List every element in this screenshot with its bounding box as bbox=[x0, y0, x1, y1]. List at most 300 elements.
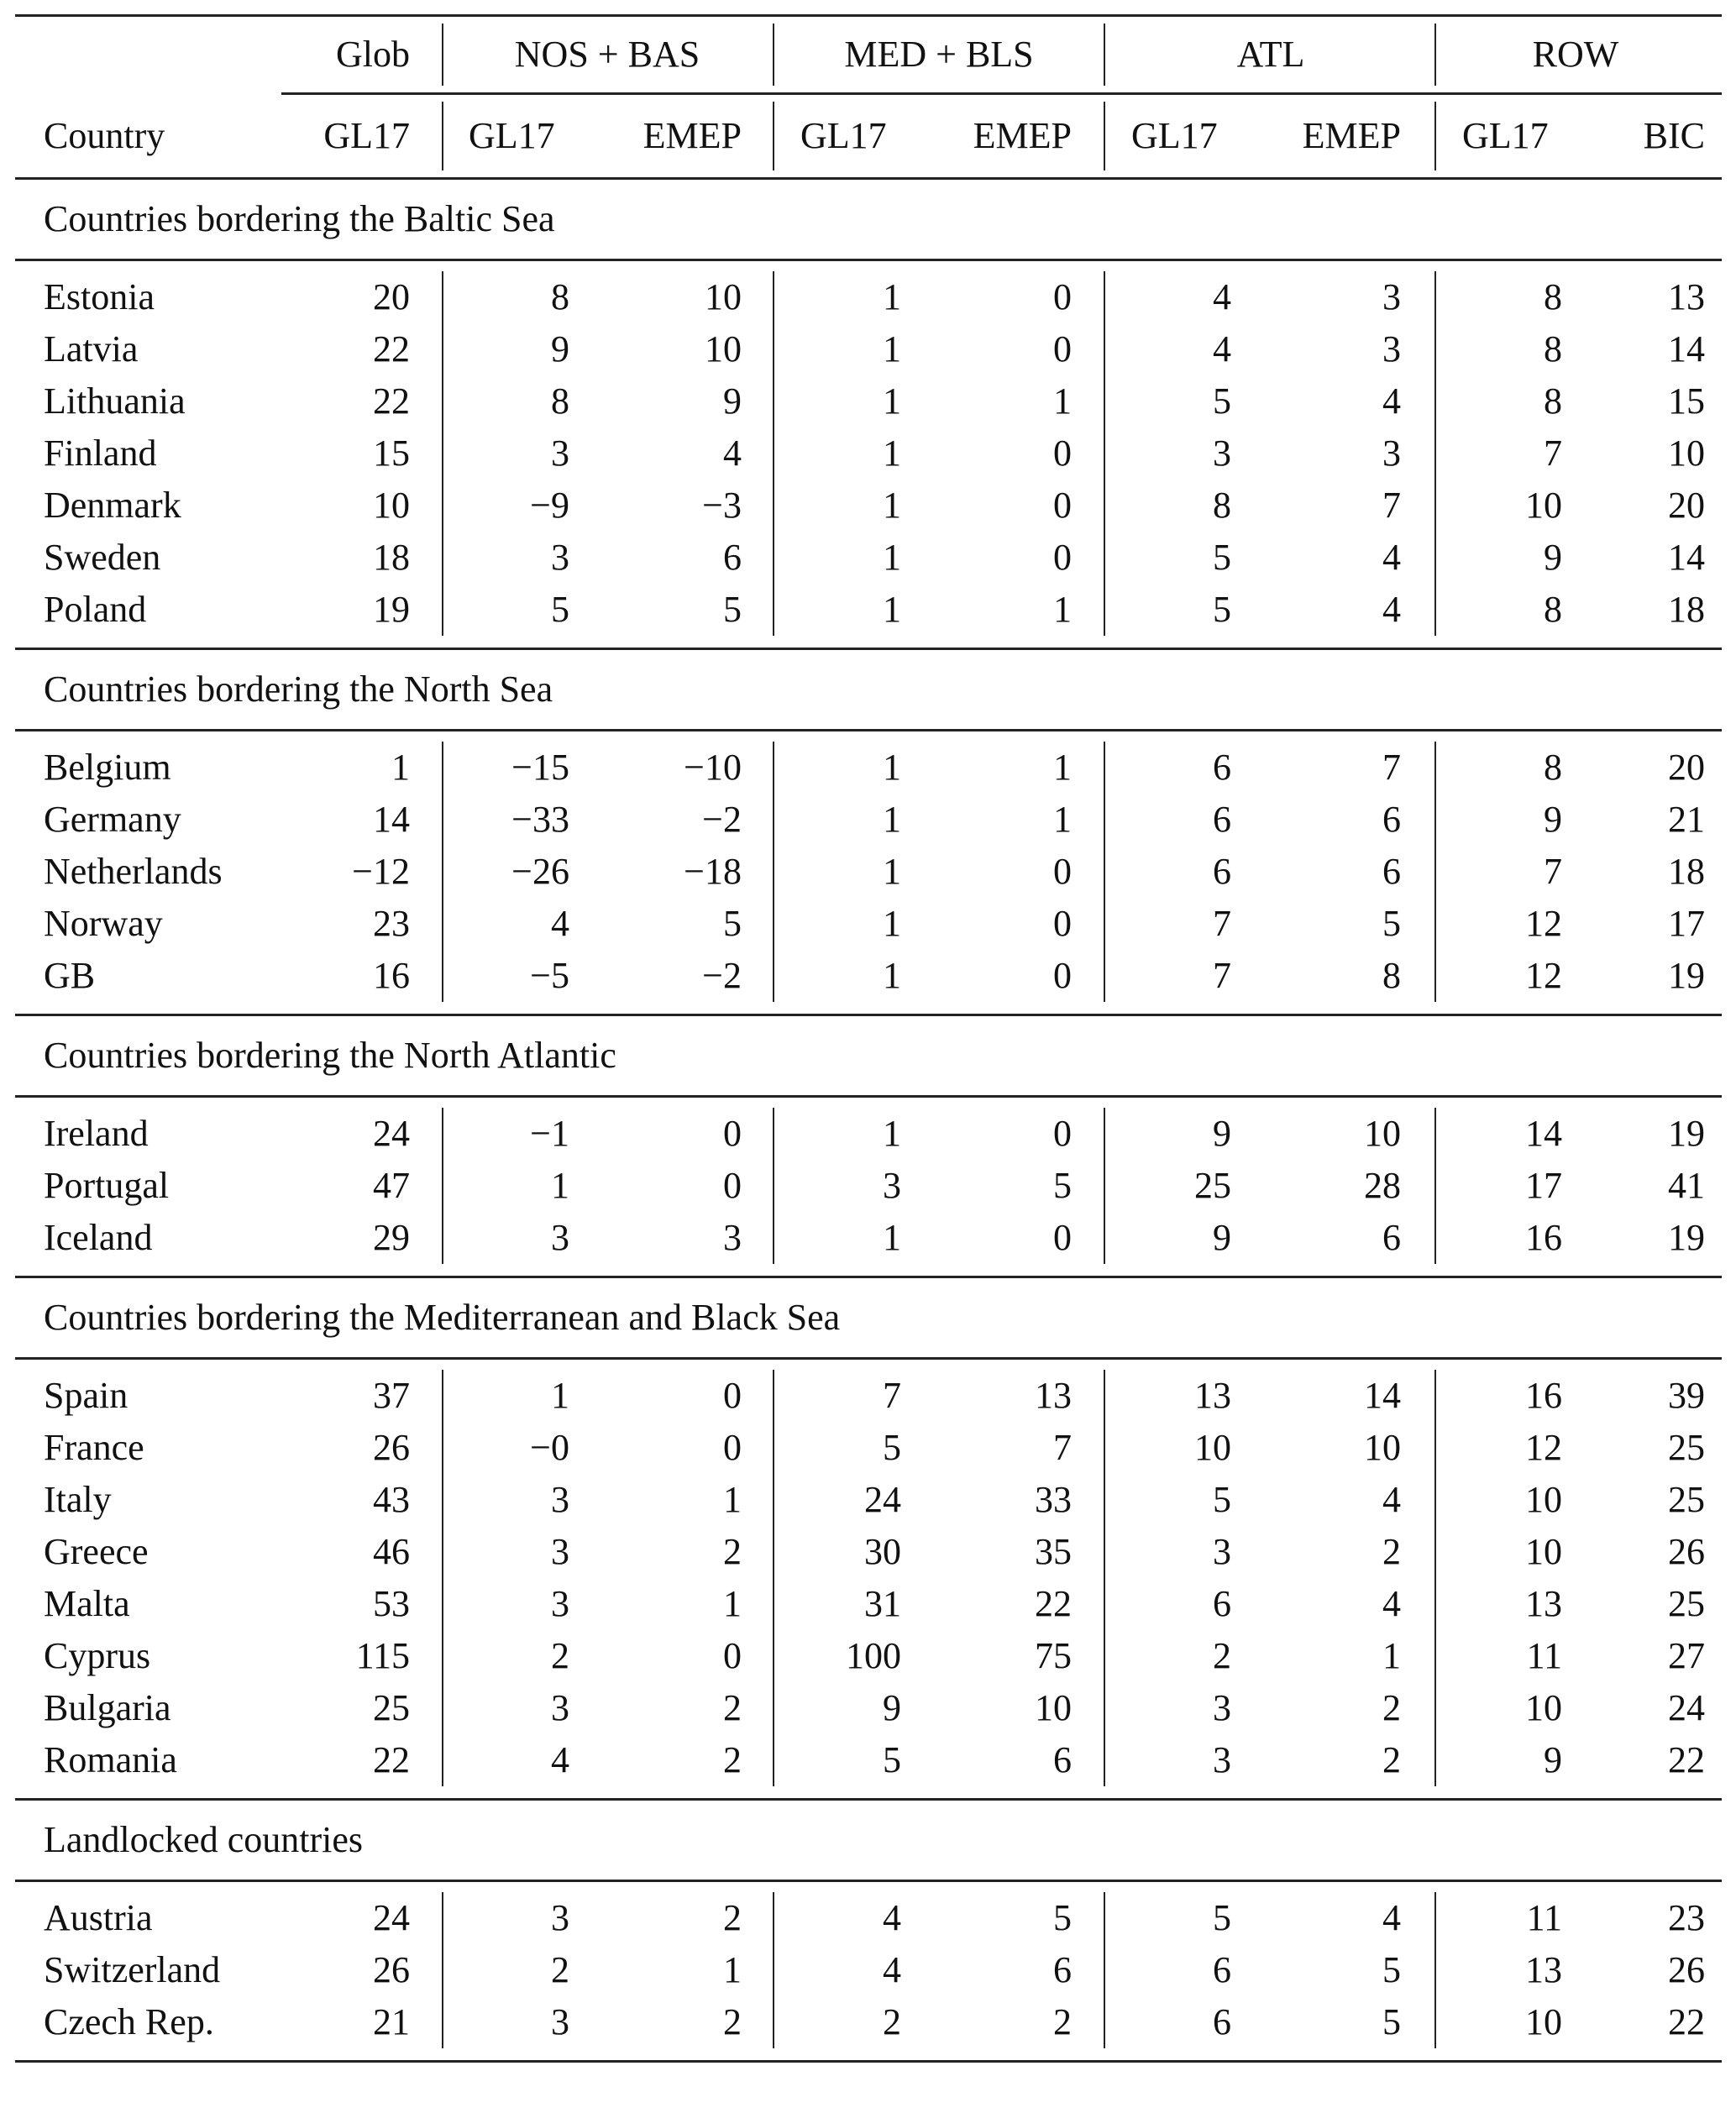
cell-row-bic: 25 bbox=[1668, 1427, 1705, 1468]
country-name: Switzerland bbox=[44, 1949, 221, 1990]
header-group-glob: Glob bbox=[336, 34, 410, 75]
cell-nos-emep: −18 bbox=[684, 851, 742, 892]
cell-nos-gl17: 3 bbox=[551, 1531, 569, 1572]
cell-row-gl17: 11 bbox=[1526, 1635, 1562, 1676]
cell-glob-gl17: 24 bbox=[373, 1113, 410, 1154]
country-name: Denmark bbox=[44, 485, 181, 526]
table-row bbox=[15, 794, 1722, 846]
column-divider bbox=[1104, 102, 1105, 170]
cell-row-bic: 20 bbox=[1668, 485, 1705, 526]
table-row bbox=[15, 950, 1722, 1002]
country-name: Estonia bbox=[44, 276, 155, 317]
table-row bbox=[15, 742, 1722, 794]
cell-atl-gl17: 7 bbox=[1213, 903, 1231, 944]
cell-row-gl17: 12 bbox=[1525, 903, 1562, 944]
cell-nos-emep: 1 bbox=[723, 1949, 742, 1990]
cell-atl-emep: 4 bbox=[1382, 1479, 1401, 1520]
cell-nos-emep: 0 bbox=[723, 1113, 742, 1154]
cell-row-gl17: 16 bbox=[1525, 1375, 1562, 1416]
country-name: Latvia bbox=[44, 328, 139, 370]
cell-row-bic: 15 bbox=[1668, 380, 1705, 422]
cell-atl-gl17: 7 bbox=[1213, 955, 1231, 996]
cell-med-gl17: 4 bbox=[883, 1897, 901, 1938]
cell-row-bic: 25 bbox=[1668, 1583, 1705, 1624]
cell-glob-gl17: 22 bbox=[373, 1739, 410, 1780]
section-title: Countries bordering the North Atlantic bbox=[44, 1035, 616, 1076]
cell-med-emep: 0 bbox=[1053, 485, 1072, 526]
cell-atl-emep: 2 bbox=[1382, 1687, 1401, 1728]
cell-row-bic: 18 bbox=[1668, 851, 1705, 892]
cell-glob-gl17: 23 bbox=[373, 903, 410, 944]
cell-atl-gl17: 3 bbox=[1213, 433, 1231, 474]
cell-med-gl17: 100 bbox=[846, 1635, 901, 1676]
cell-glob-gl17: −12 bbox=[352, 851, 410, 892]
cell-atl-emep: 1 bbox=[1382, 1635, 1401, 1676]
cell-atl-gl17: 9 bbox=[1213, 1217, 1231, 1258]
table-row bbox=[15, 1526, 1722, 1578]
cell-atl-emep: 5 bbox=[1382, 2001, 1401, 2042]
cell-glob-gl17: 24 bbox=[373, 1897, 410, 1938]
cell-atl-gl17: 5 bbox=[1213, 1479, 1231, 1520]
cell-nos-emep: 6 bbox=[723, 537, 742, 578]
cell-nos-gl17: 4 bbox=[551, 903, 569, 944]
cell-atl-gl17: 5 bbox=[1213, 589, 1231, 630]
cell-med-gl17: 1 bbox=[883, 328, 901, 370]
cell-med-emep: 6 bbox=[1053, 1739, 1072, 1780]
cell-glob-gl17: 14 bbox=[373, 799, 410, 840]
cell-atl-gl17: 6 bbox=[1213, 799, 1231, 840]
header-sub-row-bic: BIC bbox=[1643, 115, 1705, 156]
cell-nos-gl17: 5 bbox=[551, 589, 569, 630]
cell-atl-gl17: 6 bbox=[1213, 2001, 1231, 2042]
cell-atl-emep: 14 bbox=[1364, 1375, 1401, 1416]
cell-med-emep: 0 bbox=[1053, 276, 1072, 317]
cell-row-bic: 18 bbox=[1668, 589, 1705, 630]
cell-row-bic: 41 bbox=[1668, 1165, 1705, 1206]
country-name: Belgium bbox=[44, 747, 171, 788]
cell-glob-gl17: 53 bbox=[373, 1583, 410, 1624]
header-sub-atl-emep: EMEP bbox=[1302, 115, 1401, 156]
cell-row-gl17: 9 bbox=[1544, 537, 1562, 578]
cell-nos-gl17: 4 bbox=[551, 1739, 569, 1780]
cell-atl-gl17: 13 bbox=[1194, 1375, 1231, 1416]
cell-nos-emep: 1 bbox=[723, 1583, 742, 1624]
cell-med-emep: 10 bbox=[1035, 1687, 1072, 1728]
cell-row-gl17: 7 bbox=[1544, 851, 1562, 892]
cell-atl-emep: 2 bbox=[1382, 1739, 1401, 1780]
cell-med-gl17: 1 bbox=[883, 380, 901, 422]
cell-med-emep: 0 bbox=[1053, 328, 1072, 370]
cell-row-gl17: 9 bbox=[1544, 1739, 1562, 1780]
cell-med-emep: 0 bbox=[1053, 1113, 1072, 1154]
cell-atl-emep: 6 bbox=[1382, 851, 1401, 892]
column-divider bbox=[1434, 24, 1436, 86]
cell-med-gl17: 1 bbox=[883, 537, 901, 578]
cell-row-gl17: 8 bbox=[1544, 380, 1562, 422]
cell-atl-emep: 5 bbox=[1382, 1949, 1401, 1990]
header-sub-med-gl17: GL17 bbox=[800, 115, 887, 156]
cell-atl-emep: 7 bbox=[1382, 485, 1401, 526]
cell-nos-gl17: −1 bbox=[530, 1113, 569, 1154]
cell-atl-gl17: 6 bbox=[1213, 747, 1231, 788]
table-row bbox=[15, 1996, 1722, 2048]
cell-glob-gl17: 16 bbox=[373, 955, 410, 996]
cell-row-bic: 19 bbox=[1668, 1113, 1705, 1154]
cell-med-gl17: 1 bbox=[883, 1217, 901, 1258]
header-subcolumn-row bbox=[15, 95, 1722, 177]
section-title: Countries bordering the Mediterranean and Black Sea bbox=[44, 1297, 841, 1338]
cell-atl-emep: 4 bbox=[1382, 380, 1401, 422]
cell-row-gl17: 8 bbox=[1544, 589, 1562, 630]
cell-nos-gl17: 3 bbox=[551, 1897, 569, 1938]
cell-atl-gl17: 8 bbox=[1213, 485, 1231, 526]
table-row bbox=[15, 1108, 1722, 1160]
cell-glob-gl17: 19 bbox=[373, 589, 410, 630]
cell-nos-gl17: 9 bbox=[551, 328, 569, 370]
cell-atl-emep: 4 bbox=[1382, 1583, 1401, 1624]
column-divider bbox=[773, 24, 774, 86]
cell-row-bic: 24 bbox=[1668, 1687, 1705, 1728]
table-row bbox=[15, 1892, 1722, 1944]
country-name: Germany bbox=[44, 799, 181, 840]
cell-nos-gl17: 8 bbox=[551, 380, 569, 422]
cell-row-bic: 26 bbox=[1668, 1531, 1705, 1572]
header-sub-glob-gl17: GL17 bbox=[323, 115, 410, 156]
cell-med-emep: 0 bbox=[1053, 955, 1072, 996]
header-country: Country bbox=[44, 115, 165, 156]
cell-glob-gl17: 1 bbox=[391, 747, 410, 788]
table-row bbox=[15, 584, 1722, 636]
cell-row-bic: 14 bbox=[1668, 328, 1705, 370]
cell-med-gl17: 1 bbox=[883, 485, 901, 526]
cell-glob-gl17: 115 bbox=[355, 1635, 410, 1676]
cell-row-bic: 26 bbox=[1668, 1949, 1705, 1990]
cell-nos-gl17: 1 bbox=[551, 1165, 569, 1206]
cell-atl-gl17: 3 bbox=[1213, 1687, 1231, 1728]
cell-glob-gl17: 26 bbox=[373, 1427, 410, 1468]
cell-row-bic: 19 bbox=[1668, 955, 1705, 996]
cell-atl-emep: 2 bbox=[1382, 1531, 1401, 1572]
column-divider bbox=[1104, 24, 1105, 86]
header-group-med-bls: MED + BLS bbox=[844, 34, 1034, 75]
cell-atl-gl17: 5 bbox=[1213, 380, 1231, 422]
cell-row-gl17: 8 bbox=[1544, 328, 1562, 370]
cell-glob-gl17: 22 bbox=[373, 328, 410, 370]
cell-nos-emep: 0 bbox=[723, 1165, 742, 1206]
cell-row-gl17: 10 bbox=[1525, 485, 1562, 526]
cell-atl-gl17: 3 bbox=[1213, 1739, 1231, 1780]
cell-nos-emep: −3 bbox=[702, 485, 742, 526]
cell-med-emep: 0 bbox=[1053, 433, 1072, 474]
cell-row-bic: 22 bbox=[1668, 2001, 1705, 2042]
cell-nos-gl17: −26 bbox=[511, 851, 569, 892]
cell-nos-emep: 9 bbox=[723, 380, 742, 422]
country-name: Portugal bbox=[44, 1165, 170, 1206]
country-name: Netherlands bbox=[44, 851, 223, 892]
cell-med-gl17: 1 bbox=[883, 276, 901, 317]
cell-atl-emep: 4 bbox=[1382, 537, 1401, 578]
country-name: Norway bbox=[44, 903, 163, 944]
cell-med-gl17: 1 bbox=[883, 955, 901, 996]
cell-atl-emep: 4 bbox=[1382, 1897, 1401, 1938]
cell-nos-gl17: 1 bbox=[551, 1375, 569, 1416]
column-divider bbox=[773, 102, 774, 170]
cell-med-gl17: 2 bbox=[883, 2001, 901, 2042]
cell-med-emep: 0 bbox=[1053, 537, 1072, 578]
cell-nos-gl17: 3 bbox=[551, 2001, 569, 2042]
cell-glob-gl17: 21 bbox=[373, 2001, 410, 2042]
cell-med-gl17: 5 bbox=[883, 1739, 901, 1780]
country-name: Poland bbox=[44, 589, 147, 630]
cell-atl-emep: 3 bbox=[1382, 276, 1401, 317]
header-sub-nos-gl17: GL17 bbox=[469, 115, 555, 156]
cell-med-emep: 1 bbox=[1053, 747, 1072, 788]
cell-nos-gl17: 2 bbox=[551, 1949, 569, 1990]
cell-row-gl17: 10 bbox=[1525, 1531, 1562, 1572]
cell-glob-gl17: 37 bbox=[373, 1375, 410, 1416]
country-name: France bbox=[44, 1427, 144, 1468]
cell-nos-emep: 5 bbox=[723, 589, 742, 630]
cell-glob-gl17: 20 bbox=[373, 276, 410, 317]
country-name: Ireland bbox=[44, 1113, 149, 1154]
cell-atl-emep: 28 bbox=[1364, 1165, 1401, 1206]
cell-glob-gl17: 25 bbox=[373, 1687, 410, 1728]
cell-row-gl17: 13 bbox=[1525, 1949, 1562, 1990]
cell-row-bic: 19 bbox=[1668, 1217, 1705, 1258]
cell-med-gl17: 1 bbox=[883, 747, 901, 788]
cell-nos-emep: 0 bbox=[723, 1635, 742, 1676]
cell-nos-emep: 0 bbox=[723, 1427, 742, 1468]
country-name: Romania bbox=[44, 1739, 177, 1780]
cell-atl-emep: 4 bbox=[1382, 589, 1401, 630]
cell-atl-gl17: 25 bbox=[1194, 1165, 1231, 1206]
cell-med-gl17: 3 bbox=[883, 1165, 901, 1206]
cell-atl-emep: 3 bbox=[1382, 328, 1401, 370]
cell-atl-gl17: 2 bbox=[1213, 1635, 1231, 1676]
cell-med-emep: 33 bbox=[1035, 1479, 1072, 1520]
section-title: Countries bordering the Baltic Sea bbox=[44, 198, 555, 239]
table-row bbox=[15, 532, 1722, 584]
cell-atl-gl17: 6 bbox=[1213, 1583, 1231, 1624]
cell-atl-gl17: 3 bbox=[1213, 1531, 1231, 1572]
cell-nos-gl17: 3 bbox=[551, 537, 569, 578]
country-name: Czech Rep. bbox=[44, 2001, 214, 2042]
cell-row-gl17: 17 bbox=[1525, 1165, 1562, 1206]
cell-nos-gl17: −9 bbox=[530, 485, 569, 526]
cell-glob-gl17: 29 bbox=[373, 1217, 410, 1258]
cell-nos-emep: 3 bbox=[723, 1217, 742, 1258]
cell-med-gl17: 1 bbox=[883, 1113, 901, 1154]
cell-med-gl17: 5 bbox=[883, 1427, 901, 1468]
cell-nos-gl17: 3 bbox=[551, 1583, 569, 1624]
table-row bbox=[15, 1578, 1722, 1630]
country-name: Greece bbox=[44, 1531, 149, 1572]
cell-row-gl17: 12 bbox=[1525, 1427, 1562, 1468]
table-row bbox=[15, 1160, 1722, 1212]
table-row bbox=[15, 1474, 1722, 1526]
cell-row-bic: 21 bbox=[1668, 799, 1705, 840]
country-name: GB bbox=[44, 955, 96, 996]
cell-med-gl17: 1 bbox=[883, 433, 901, 474]
header-group-row bbox=[15, 17, 1722, 92]
cell-row-gl17: 10 bbox=[1525, 1479, 1562, 1520]
country-name: Cyprus bbox=[44, 1635, 151, 1676]
cell-med-emep: 2 bbox=[1053, 2001, 1072, 2042]
cell-med-gl17: 4 bbox=[883, 1949, 901, 1990]
cell-med-emep: 1 bbox=[1053, 380, 1072, 422]
cell-nos-gl17: 2 bbox=[551, 1635, 569, 1676]
header-group-row: ROW bbox=[1532, 34, 1619, 75]
table-row bbox=[15, 1682, 1722, 1734]
section-rows bbox=[15, 1360, 1722, 1798]
cell-glob-gl17: 43 bbox=[373, 1479, 410, 1520]
cell-atl-emep: 6 bbox=[1382, 1217, 1401, 1258]
cell-nos-gl17: −33 bbox=[511, 799, 569, 840]
cell-med-emep: 1 bbox=[1053, 799, 1072, 840]
cell-med-emep: 5 bbox=[1053, 1897, 1072, 1938]
cell-row-gl17: 10 bbox=[1525, 2001, 1562, 2042]
cell-nos-gl17: 3 bbox=[551, 1479, 569, 1520]
cell-med-emep: 13 bbox=[1035, 1375, 1072, 1416]
cell-row-bic: 23 bbox=[1668, 1897, 1705, 1938]
column-divider bbox=[442, 102, 443, 170]
cell-atl-emep: 10 bbox=[1364, 1427, 1401, 1468]
column-divider bbox=[1434, 102, 1436, 170]
cell-med-emep: 1 bbox=[1053, 589, 1072, 630]
cell-nos-emep: 5 bbox=[723, 903, 742, 944]
country-name: Italy bbox=[44, 1479, 112, 1520]
header-sub-nos-emep: EMEP bbox=[642, 115, 742, 156]
cell-glob-gl17: 10 bbox=[373, 485, 410, 526]
cell-atl-emep: 8 bbox=[1382, 955, 1401, 996]
section-rows bbox=[15, 731, 1722, 1014]
cell-glob-gl17: 46 bbox=[373, 1531, 410, 1572]
cell-med-gl17: 7 bbox=[883, 1375, 901, 1416]
cell-med-emep: 0 bbox=[1053, 1217, 1072, 1258]
cell-nos-gl17: −5 bbox=[530, 955, 569, 996]
header-group-nos-bas: NOS + BAS bbox=[514, 34, 700, 75]
country-name: Iceland bbox=[44, 1217, 153, 1258]
cell-glob-gl17: 18 bbox=[373, 537, 410, 578]
header-sub-atl-gl17: GL17 bbox=[1131, 115, 1218, 156]
cell-nos-gl17: −0 bbox=[530, 1427, 569, 1468]
table-row bbox=[15, 1370, 1722, 1422]
cell-med-gl17: 1 bbox=[883, 589, 901, 630]
cell-med-emep: 0 bbox=[1053, 903, 1072, 944]
cell-med-gl17: 1 bbox=[883, 903, 901, 944]
cell-row-bic: 25 bbox=[1668, 1479, 1705, 1520]
cell-atl-gl17: 5 bbox=[1213, 537, 1231, 578]
table-row bbox=[15, 271, 1722, 323]
cell-glob-gl17: 26 bbox=[373, 1949, 410, 1990]
cell-nos-emep: 10 bbox=[705, 328, 742, 370]
cell-nos-gl17: 3 bbox=[551, 1687, 569, 1728]
country-name: Finland bbox=[44, 433, 157, 474]
cell-row-gl17: 13 bbox=[1525, 1583, 1562, 1624]
cell-nos-gl17: 3 bbox=[551, 433, 569, 474]
table-row bbox=[15, 1734, 1722, 1786]
header-sub-med-emep: EMEP bbox=[973, 115, 1072, 156]
country-name: Spain bbox=[44, 1375, 128, 1416]
cell-row-gl17: 14 bbox=[1525, 1113, 1562, 1154]
cell-row-gl17: 7 bbox=[1544, 433, 1562, 474]
cell-row-bic: 22 bbox=[1668, 1739, 1705, 1780]
cell-atl-emep: 3 bbox=[1382, 433, 1401, 474]
cell-nos-emep: −10 bbox=[684, 747, 742, 788]
cell-nos-emep: 2 bbox=[723, 2001, 742, 2042]
cell-nos-emep: 2 bbox=[723, 1531, 742, 1572]
cell-row-gl17: 8 bbox=[1544, 276, 1562, 317]
section-bottom-rule bbox=[15, 2060, 1722, 2063]
cell-atl-gl17: 5 bbox=[1213, 1897, 1231, 1938]
cell-med-emep: 35 bbox=[1035, 1531, 1072, 1572]
data-table bbox=[15, 14, 1722, 2063]
cell-glob-gl17: 47 bbox=[373, 1165, 410, 1206]
cell-nos-gl17: 3 bbox=[551, 1217, 569, 1258]
cell-row-gl17: 8 bbox=[1544, 747, 1562, 788]
table-row bbox=[15, 1422, 1722, 1474]
cell-atl-emep: 10 bbox=[1364, 1113, 1401, 1154]
cell-atl-gl17: 10 bbox=[1194, 1427, 1231, 1468]
table-row bbox=[15, 480, 1722, 532]
cell-glob-gl17: 15 bbox=[373, 433, 410, 474]
cell-nos-emep: −2 bbox=[702, 799, 742, 840]
cell-med-gl17: 24 bbox=[864, 1479, 901, 1520]
header-sub-row-gl17: GL17 bbox=[1462, 115, 1549, 156]
cell-row-bic: 13 bbox=[1668, 276, 1705, 317]
cell-atl-gl17: 6 bbox=[1213, 1949, 1231, 1990]
cell-atl-emep: 6 bbox=[1382, 799, 1401, 840]
cell-nos-emep: 1 bbox=[723, 1479, 742, 1520]
header-group-atl: ATL bbox=[1236, 34, 1305, 75]
cell-med-emep: 75 bbox=[1035, 1635, 1072, 1676]
table-row bbox=[15, 1630, 1722, 1682]
cell-glob-gl17: 22 bbox=[373, 380, 410, 422]
cell-nos-emep: 2 bbox=[723, 1687, 742, 1728]
table-body bbox=[15, 180, 1722, 2063]
section-rows bbox=[15, 261, 1722, 648]
country-name: Bulgaria bbox=[44, 1687, 171, 1728]
section-title: Countries bordering the North Sea bbox=[44, 669, 553, 710]
cell-nos-emep: 10 bbox=[705, 276, 742, 317]
country-name: Malta bbox=[44, 1583, 130, 1624]
cell-row-bic: 27 bbox=[1668, 1635, 1705, 1676]
country-name: Sweden bbox=[44, 537, 161, 578]
section-rows bbox=[15, 1882, 1722, 2060]
cell-med-gl17: 30 bbox=[864, 1531, 901, 1572]
cell-nos-gl17: 8 bbox=[551, 276, 569, 317]
cell-row-gl17: 12 bbox=[1525, 955, 1562, 996]
cell-med-gl17: 1 bbox=[883, 799, 901, 840]
cell-nos-emep: 2 bbox=[723, 1897, 742, 1938]
cell-med-gl17: 9 bbox=[883, 1687, 901, 1728]
table-row bbox=[15, 323, 1722, 375]
cell-med-emep: 6 bbox=[1053, 1949, 1072, 1990]
table-row bbox=[15, 898, 1722, 950]
cell-atl-emep: 5 bbox=[1382, 903, 1401, 944]
cell-row-bic: 20 bbox=[1668, 747, 1705, 788]
table-row bbox=[15, 427, 1722, 480]
table-row bbox=[15, 375, 1722, 427]
cell-row-bic: 14 bbox=[1668, 537, 1705, 578]
cell-med-emep: 7 bbox=[1053, 1427, 1072, 1468]
section-title: Landlocked countries bbox=[44, 1819, 363, 1860]
cell-med-gl17: 1 bbox=[883, 851, 901, 892]
cell-med-emep: 22 bbox=[1035, 1583, 1072, 1624]
cell-atl-gl17: 4 bbox=[1213, 276, 1231, 317]
section-rows bbox=[15, 1098, 1722, 1276]
cell-row-bic: 10 bbox=[1668, 433, 1705, 474]
